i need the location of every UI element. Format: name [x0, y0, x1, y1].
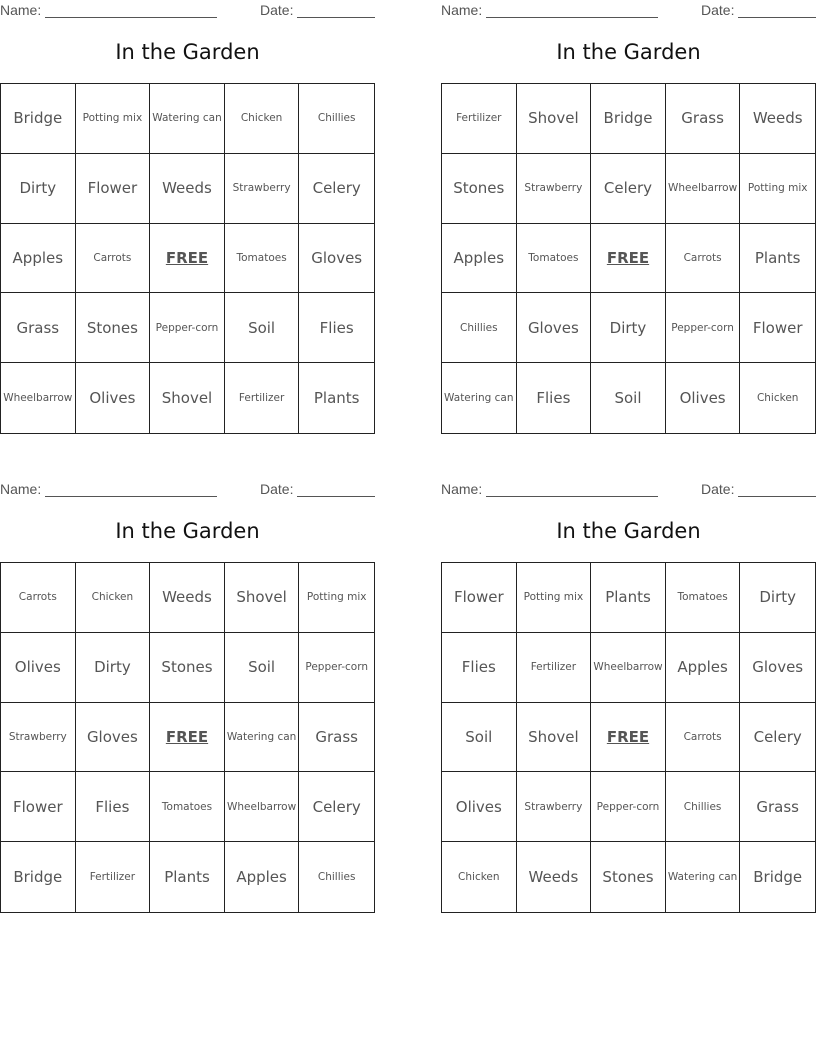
bingo-cell: Bridge: [753, 868, 803, 887]
bingo-cell: Celery: [740, 703, 815, 773]
date-label: Date:: [260, 2, 294, 18]
bingo-cell: Celery: [299, 154, 374, 224]
bingo-grid: [0, 83, 375, 434]
bingo-cell: Olives: [442, 772, 517, 842]
bingo-cell: Pepper-corn: [299, 633, 374, 703]
date-line: [297, 17, 375, 18]
bingo-cell: Tomatoes: [517, 224, 592, 294]
bingo-cell: Strawberry: [225, 154, 300, 224]
name-label: Name:: [441, 481, 483, 497]
bingo-cell: Flies: [76, 772, 151, 842]
name-label: Name:: [0, 2, 42, 18]
bingo-cell: Weeds: [150, 563, 225, 633]
name-line: [45, 496, 217, 497]
bingo-cell: Tomatoes: [225, 224, 300, 294]
bingo-cell: Watering can: [150, 84, 225, 154]
date-label: Date:: [260, 481, 294, 497]
bingo-cell: Tomatoes: [666, 563, 741, 633]
card-title: In the Garden: [115, 40, 260, 64]
bingo-cell: Flower: [740, 293, 815, 363]
bingo-cell: Stones: [591, 842, 666, 912]
bingo-grid: [441, 562, 816, 913]
free-space-cell: FREE: [591, 703, 666, 773]
name-date-row: [441, 481, 816, 499]
date-line: [297, 496, 375, 497]
bingo-cell: Olives: [76, 363, 151, 433]
bingo-cell: Potting mix: [76, 84, 151, 154]
date-label: Date:: [701, 481, 735, 497]
bingo-cell: Pepper-corn: [666, 293, 741, 363]
bingo-cell: Watering can: [442, 363, 517, 433]
bingo-cell: Olives: [666, 363, 741, 433]
bingo-cell: Gloves: [517, 293, 592, 363]
name-line: [45, 17, 217, 18]
bingo-cell: Grass: [666, 84, 741, 154]
bingo-cell: Dirty: [1, 154, 76, 224]
bingo-cell: Gloves: [740, 633, 815, 703]
bingo-cell: Soil: [442, 703, 517, 773]
bingo-cell: Fertilizer: [517, 633, 592, 703]
bingo-cell: Chicken: [756, 392, 799, 405]
bingo-cell: Wheelbarrow: [666, 154, 741, 224]
bingo-cell: Dirty: [591, 293, 666, 363]
bingo-grid: [441, 83, 816, 434]
bingo-cell: Plants: [591, 563, 666, 633]
bingo-cell: Fertilizer: [225, 363, 300, 433]
bingo-cell: Shovel: [225, 563, 300, 633]
bingo-cell: Grass: [299, 703, 374, 773]
bingo-cell: Flower: [442, 563, 517, 633]
bingo-cell: Bridge: [1, 842, 76, 912]
name-date-row: [0, 2, 375, 20]
bingo-cell: Flies: [299, 293, 374, 363]
bingo-cell: Wheelbarrow: [591, 633, 666, 703]
bingo-cell: Apples: [442, 224, 517, 294]
bingo-cell: Pepper-corn: [150, 293, 225, 363]
bingo-cell: Watering can: [666, 842, 741, 912]
date-line: [738, 17, 816, 18]
bingo-cell: Apples: [225, 842, 300, 912]
bingo-cell: Grass: [1, 293, 76, 363]
free-space-cell: FREE: [150, 703, 225, 773]
bingo-cell: Stones: [76, 293, 151, 363]
bingo-cell: Watering can: [225, 703, 300, 773]
bingo-grid: [0, 562, 375, 913]
bingo-cell: Strawberry: [517, 772, 592, 842]
bingo-cell: Dirty: [740, 563, 815, 633]
bingo-cell: Carrots: [1, 563, 76, 633]
bingo-cell: Flower: [76, 154, 151, 224]
bingo-cell: Plants: [150, 842, 225, 912]
free-space-cell: FREE: [591, 224, 666, 294]
bingo-cell: Grass: [740, 772, 815, 842]
bingo-cell: Flies: [517, 363, 592, 433]
name-line: [486, 496, 658, 497]
bingo-cell: Potting mix: [517, 563, 592, 633]
bingo-cell: Soil: [591, 363, 666, 433]
bingo-cell: Weeds: [517, 842, 592, 912]
bingo-cell: Apples: [1, 224, 76, 294]
bingo-cell: Chillies: [299, 84, 374, 154]
bingo-cell: Strawberry: [1, 703, 76, 773]
bingo-cell: Olives: [1, 633, 76, 703]
name-date-row: [441, 2, 816, 20]
bingo-cell: Strawberry: [517, 154, 592, 224]
bingo-cell: Potting mix: [740, 154, 815, 224]
bingo-cell: Fertilizer: [442, 84, 517, 154]
bingo-cell: Pepper-corn: [591, 772, 666, 842]
bingo-cell: Plants: [313, 389, 360, 408]
bingo-cell: Chillies: [442, 293, 517, 363]
bingo-cell: Celery: [591, 154, 666, 224]
bingo-cell: Tomatoes: [150, 772, 225, 842]
bingo-cell: Fertilizer: [76, 842, 151, 912]
bingo-cell: Celery: [299, 772, 374, 842]
bingo-cell: Plants: [740, 224, 815, 294]
bingo-cell: Shovel: [150, 363, 225, 433]
bingo-cell: Chicken: [442, 842, 517, 912]
bingo-cell: Chicken: [76, 563, 151, 633]
bingo-cell: Carrots: [666, 224, 741, 294]
bingo-cell: Shovel: [517, 84, 592, 154]
bingo-cell: Chillies: [317, 871, 356, 884]
bingo-cell: Chillies: [666, 772, 741, 842]
bingo-cell: Wheelbarrow: [1, 363, 76, 433]
bingo-cell: Bridge: [591, 84, 666, 154]
bingo-cell: Dirty: [76, 633, 151, 703]
name-label: Name:: [0, 481, 42, 497]
name-label: Name:: [441, 2, 483, 18]
date-line: [738, 496, 816, 497]
bingo-cell: Soil: [225, 293, 300, 363]
card-title: In the Garden: [556, 519, 701, 543]
bingo-cell: Stones: [442, 154, 517, 224]
bingo-cell: Potting mix: [299, 563, 374, 633]
name-date-row: [0, 481, 375, 499]
bingo-cell: Flies: [442, 633, 517, 703]
bingo-cell: Flower: [1, 772, 76, 842]
bingo-cell: Apples: [666, 633, 741, 703]
bingo-cell: Shovel: [517, 703, 592, 773]
bingo-cell: Chicken: [225, 84, 300, 154]
bingo-cell: Carrots: [666, 703, 741, 773]
bingo-cell: Weeds: [740, 84, 815, 154]
bingo-cell: Gloves: [76, 703, 151, 773]
bingo-cell: Stones: [150, 633, 225, 703]
date-label: Date:: [701, 2, 735, 18]
card-title: In the Garden: [115, 519, 260, 543]
free-space-cell: FREE: [150, 224, 225, 294]
bingo-cell: Wheelbarrow: [225, 772, 300, 842]
bingo-cell: Weeds: [150, 154, 225, 224]
card-title: In the Garden: [556, 40, 701, 64]
bingo-cell: Bridge: [1, 84, 76, 154]
bingo-cell: Soil: [225, 633, 300, 703]
name-line: [486, 17, 658, 18]
bingo-cell: Carrots: [76, 224, 151, 294]
bingo-cell: Gloves: [299, 224, 374, 294]
